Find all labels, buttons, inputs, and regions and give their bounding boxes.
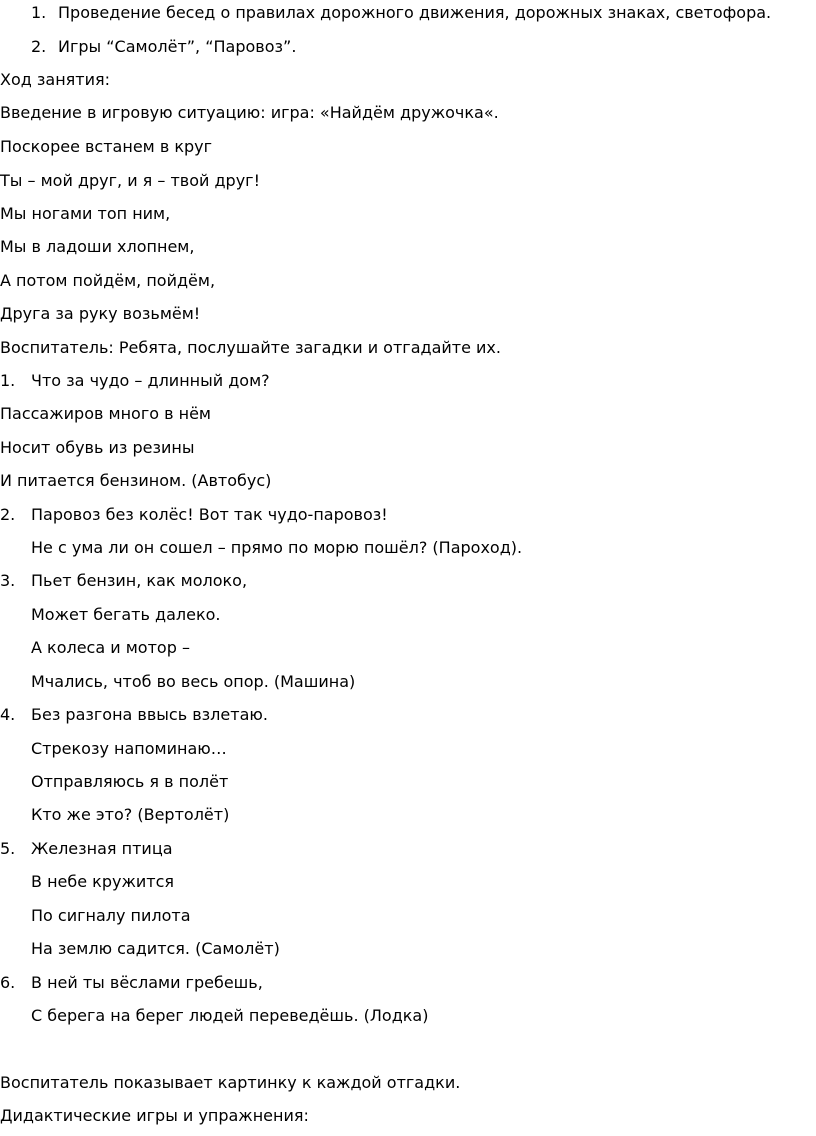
poem-line: А потом пойдём, пойдём, (0, 271, 216, 290)
poem-line: Мы ногами топ ним, (0, 204, 171, 223)
riddle-number: 3. (0, 571, 16, 590)
riddle-line: Может бегать далеко. (31, 605, 221, 624)
list-item: Игры “Самолёт”, “Паровоз”. (58, 37, 297, 56)
riddle-line: И питается бензином. (Автобус) (0, 471, 272, 490)
riddle-number: 1. (0, 371, 16, 390)
riddle-line: Пассажиров много в нём (0, 404, 211, 423)
riddle-line: Что за чудо – длинный дом? (31, 371, 270, 390)
riddle-line: В небе кружится (31, 872, 175, 891)
riddle-number: 5. (0, 839, 16, 858)
riddle-line: По сигналу пилота (31, 906, 191, 925)
game-intro: Введение в игровую ситуацию: игра: «Найдём дружочка«. (0, 103, 499, 122)
list-item: Проведение бесед о правилах дорожного движения, дорожных знаках, светофора. (58, 3, 772, 22)
riddle-line: Кто же это? (Вертолёт) (31, 805, 230, 824)
teacher-prompt: Воспитатель: Ребята, послушайте загадки и отгадайте их. (0, 338, 501, 357)
riddle-line: Паровоз без колёс! Вот так чудо-паровоз! (31, 505, 388, 524)
poem-line: Мы в ладоши хлопнем, (0, 237, 195, 256)
riddle-line: Носит обувь из резины (0, 438, 195, 457)
riddle-line: Железная птица (31, 839, 173, 858)
poem-line: Поскорее встанем в круг (0, 137, 213, 156)
riddle-line: С берега на берег людей переведёшь. (Лодка) (31, 1006, 429, 1025)
riddle-line: Не с ума ли он сошел – прямо по морю пошёл? (Пароход). (31, 538, 523, 557)
poem-line: Ты – мой друг, и я – твой друг! (0, 171, 260, 190)
riddle-line: В ней ты вёслами гребешь, (31, 973, 263, 992)
riddle-line: Пьет бензин, как молоко, (31, 571, 248, 590)
riddle-number: 4. (0, 705, 16, 724)
riddle-line: Мчались, чтоб во весь опор. (Машина) (31, 672, 356, 691)
riddle-number: 2. (0, 505, 16, 524)
didactic-heading: Дидактические игры и упражнения: (0, 1106, 309, 1125)
riddle-line: А колеса и мотор – (31, 638, 190, 657)
riddle-number: 6. (0, 973, 16, 992)
riddle-line: Без разгона ввысь взлетаю. (31, 705, 268, 724)
teacher-shows: Воспитатель показывает картинку к каждой отгадки. (0, 1073, 461, 1092)
riddle-line: Отправляюсь я в полёт (31, 772, 229, 791)
course-heading: Ход занятия: (0, 70, 111, 89)
list-number: 1. (31, 3, 47, 22)
list-number: 2. (31, 37, 47, 56)
riddle-line: Стрекозу напоминаю… (31, 739, 227, 758)
poem-line: Друга за руку возьмём! (0, 304, 201, 323)
riddle-line: На землю садится. (Самолёт) (31, 939, 280, 958)
